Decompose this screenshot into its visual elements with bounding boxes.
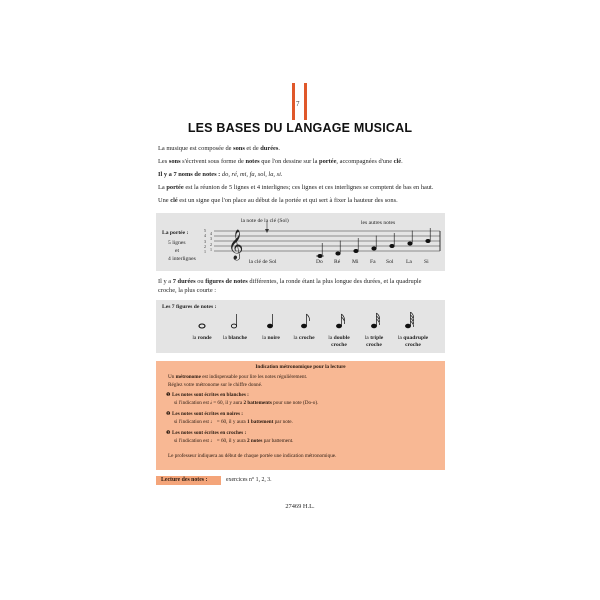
note-fa: [372, 247, 377, 250]
header-bar-right: [304, 83, 307, 120]
figure-label-double-croche: la double croche: [328, 335, 350, 348]
page-title: LES BASES DU LANGAGE MUSICAL: [187, 121, 413, 135]
durations-line-2: croche, la plus courte :: [158, 287, 217, 294]
figure-label-croche: la croche: [293, 335, 315, 341]
interline-number: 1: [210, 246, 212, 252]
line-number: 5: [204, 228, 206, 233]
half-note-symbol-icon: 𝅗𝅥: [210, 400, 212, 406]
line-number: 2: [204, 243, 206, 249]
note-name-sol: Sol: [386, 259, 394, 265]
note-sol: [390, 244, 395, 247]
intro-line-4: La portée est la réunion de 5 lignes et 4 interlignes; ces lignes et ces interlignes se comptent de bas en haut.: [158, 184, 434, 191]
figures-drawing: [190, 312, 430, 332]
sixteenth-note-icon: [336, 314, 344, 328]
metronome-heading: Indication métronomique pour la lecture: [255, 364, 346, 370]
metronome-item-1-title: ❶ Les notes sont écrites en blanches :: [166, 392, 249, 398]
staff-et-label: et: [175, 248, 180, 254]
line-number: 3: [204, 238, 206, 244]
note-re: [336, 252, 341, 255]
whole-note-icon: [199, 324, 205, 328]
thirty-second-note-icon: [371, 313, 379, 328]
intro-line-1: La musique est composée de sons et de durées.: [158, 145, 280, 152]
page-number: 7: [296, 100, 300, 108]
metronome-item-1-detail: si l'indication est 𝅗𝅥 = 60, il y aura 2 battements pour une note (Do-o).: [174, 400, 319, 406]
figure-label-triple-croche: la triple croche: [364, 335, 384, 348]
note-name-re: Ré: [334, 259, 341, 265]
line-number: 4: [204, 233, 206, 239]
note-name-do: Do: [316, 259, 323, 265]
metronome-footer: Le professeur indiquera au début de chaque portée une indication métronomique.: [168, 453, 337, 459]
intro-line-3: Il y a 7 noms de notes : do, ré, mi, fa, sol, la, si.: [158, 171, 283, 178]
metronome-box: [156, 361, 445, 470]
staff-interlines-label: 4 interlignes: [168, 256, 196, 262]
staff-heading: La portée :: [162, 230, 189, 236]
metronome-item-2-title: ❷ Les notes sont écrites en noires :: [166, 411, 244, 417]
quarter-note-icon: [267, 314, 272, 328]
half-note-icon: [231, 314, 236, 328]
note-name-si: Si: [424, 259, 429, 265]
note-name-la: La: [406, 259, 412, 265]
metronome-line-2: Réglez votre métronome sur le chiffre donné.: [168, 382, 263, 388]
header-bar-left: [292, 83, 295, 120]
note-la: [408, 242, 413, 245]
other-notes-caption: les autres notes: [361, 220, 396, 226]
staff-lines-label: 5 lignes: [168, 240, 186, 246]
note-name-mi: Mi: [352, 259, 359, 265]
eighth-note-icon: [301, 314, 309, 328]
metronome-item-3-title: ❸ Les notes sont écrites en croches :: [166, 430, 247, 436]
staff-notes: [316, 228, 430, 258]
treble-clef-icon: 𝄞: [228, 230, 244, 260]
sixty-fourth-note-icon: [405, 312, 413, 328]
metronome-item-2-detail: si l'indication est ♩ = 60, il y aura 1 battement par note.: [174, 419, 293, 425]
interline-number: 2: [210, 241, 212, 247]
quarter-note-symbol-icon: ♩: [210, 419, 216, 425]
quarter-note-symbol-icon: ♩: [210, 438, 216, 444]
interline-number: 3: [210, 236, 212, 242]
line-number: 1: [204, 249, 206, 255]
figure-label-quadruple-croche: la quadruple croche: [397, 335, 429, 348]
metronome-line-1: Un métronome est indispensable pour lire les notes régulièrement.: [168, 374, 308, 380]
intro-line-2: Les sons s'écrivent sous forme de notes que l'on dessine sur la portée, accompagnées d'une clé.: [158, 158, 403, 165]
lecture-label: Lecture des notes :: [161, 477, 208, 483]
clef-note-caption: la note de la clé (Sol): [241, 218, 289, 224]
figure-label-noire: la noire: [262, 335, 280, 341]
note-mi: [354, 249, 359, 252]
interline-number: 4: [210, 231, 212, 236]
staff-lines: [214, 231, 440, 251]
figure-label-blanche: la blanche: [222, 335, 248, 341]
note-name-fa: Fa: [370, 259, 376, 265]
note-si: [426, 239, 431, 242]
metronome-item-3-detail: si l'indication est ♩ = 60, il y aura 2 notes par battement.: [174, 438, 294, 444]
clef-caption: la clé de Sol: [249, 259, 277, 265]
figures-heading: Les 7 figures de notes :: [162, 304, 217, 310]
durations-line-1: Il y a 7 durées ou figures de notes différentes, la ronde étant la plus longue des durées, et la quadruple: [158, 278, 422, 285]
lecture-text: exercices n° 1, 2, 3.: [226, 477, 272, 483]
footer-code: 27469 H.L.: [285, 503, 315, 510]
figure-label-ronde: la ronde: [192, 335, 212, 341]
intro-line-5: Une clé est un signe que l'on place au début de la portée et qui sert à fixer la hauteur des sons.: [158, 197, 398, 204]
